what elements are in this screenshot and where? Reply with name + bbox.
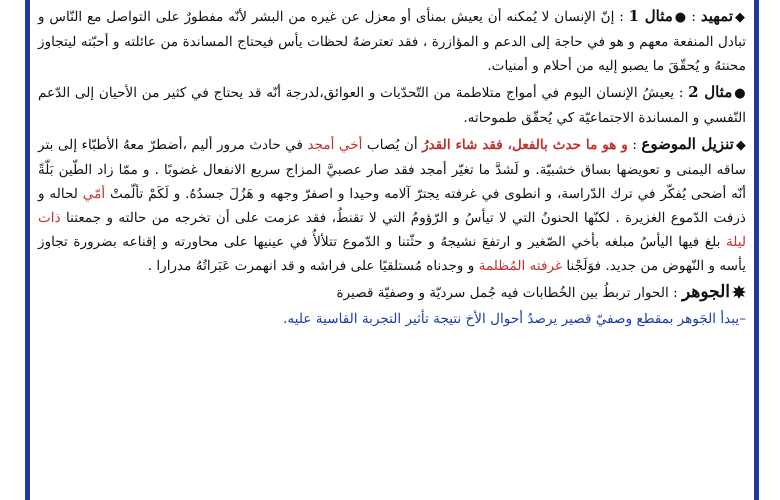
example-2-paragraph <box>38 80 746 130</box>
application-text-5: و وجدناه مُستلقيًا على فراشه و قد انهمرت عَبَراتُهُ مدرارا . <box>147 258 479 274</box>
application-colon: : <box>627 137 642 153</box>
core-text: الحوار تربطُ بين الخُطابات فيه جُمل سرديّة و وصفيّة قصيرة <box>336 285 669 301</box>
core-label: الجوهر <box>681 282 730 302</box>
dash-bullet-icon: – <box>739 311 746 327</box>
application-text-3: لحاله و ذرفت الدّموع الغزيرة . لكنّها الحنونُ التي لا تيأسُ و الرّؤومُ التي لا تقنطُ، فقد عزمت على أن تخرجه من حالته و جمعتنا <box>38 186 746 226</box>
example-2-label: مثال 2 <box>688 83 733 101</box>
core-paragraph <box>38 280 746 305</box>
application-text-4: بلغ فيها اليأسُ مبلغه بأخي الصّغير و ارتفعَ نشيجهُ و حثّتنا و الدّموع تتلألأُ في عينيها على محاورته و إقناعه بضرورة تجاوز يأسه و النّهوض من جديد. فوَلَجْنا <box>38 234 746 274</box>
page-border-left <box>25 0 30 500</box>
example-2-text: : يعيشُ الإنسان اليوم في أمواج متلاطمة من التّحدّيات و العوائق،لدرجة أنّه قد يحتاج في كثير من الأحيان إلى الدّعم النّفسي و المساندة الاجتماعيّة كي يُحقّق طموحاته. <box>38 85 746 126</box>
application-paragraph <box>38 132 746 278</box>
core-colon: : <box>668 285 682 301</box>
core-description-paragraph <box>38 307 746 331</box>
highlight-brother: أخي أمجد <box>307 137 363 153</box>
document-body <box>38 4 746 331</box>
example-1-text: : إنّ الإنسان لا يُمكنه أن يعيش بمنأى أو معزل عن غيره من البشر لأنّه مفطورٌ على التواصل مع النّاس و تبادل المنفعة معهم و هو في حاجة إلى الدعم و المؤازرة ، فقد تعترضهُ لحظات يأس فيحتاج المساندة من عائلته و أحبّته ليتجاوز محنتهُ و يُحقّقَ ما يصبو إليه من أحلام و أمنيات. <box>38 9 746 74</box>
intro-label: تمهيد <box>700 7 734 25</box>
application-label: تنزيل الموضوع <box>641 135 734 153</box>
application-text-1: أن يُصاب <box>362 137 423 153</box>
dot-bullet-icon: ● <box>734 86 746 101</box>
example-1-label: مثال 1 <box>628 7 673 25</box>
highlight-night: ذات ليلة <box>38 210 746 250</box>
highlight-room: غرفته المُظلمة <box>478 258 563 274</box>
application-text-2: في حادث مرور أليم ،أضطرّ معهُ الأطبّاء إلى بتر ساقه اليمنى و تعويضها بساق خشبيّة. و لَشدَّ ما تغيّر أمجد فقد صار عصبيَّ المزاج سريع الانفعال غضوبًا . و ممّا زاد الطّين بَلّةً أنّه أضحى يُفكّر في ترك الدّراسة، و انطوى في غرفته يجترّ آلامه وحيدا و اصفرّ وجهه و هَزُلَ جسدُهُ. و لَكَمْ تألّمتْ <box>38 137 746 202</box>
dot-bullet-icon: ● <box>674 10 687 25</box>
intro-colon: : <box>686 9 701 25</box>
application-lead: و هو ما حدث بالفعل، فقد شاء القدرُ <box>422 137 628 153</box>
page-border-right <box>754 0 759 500</box>
intro-paragraph <box>38 4 746 78</box>
diamond-bullet-icon: ◆ <box>735 10 746 25</box>
core-description-text: يبدأ الجَوهر بمقطع وصفيّ قصير يرصدُ أحوال الأخ نتيجة تأثير التجربة القاسية عليه. <box>283 311 740 327</box>
highlight-mother: أمّي <box>82 186 106 202</box>
flower-bullet-icon <box>732 285 746 299</box>
diamond-bullet-icon: ◆ <box>735 138 746 153</box>
